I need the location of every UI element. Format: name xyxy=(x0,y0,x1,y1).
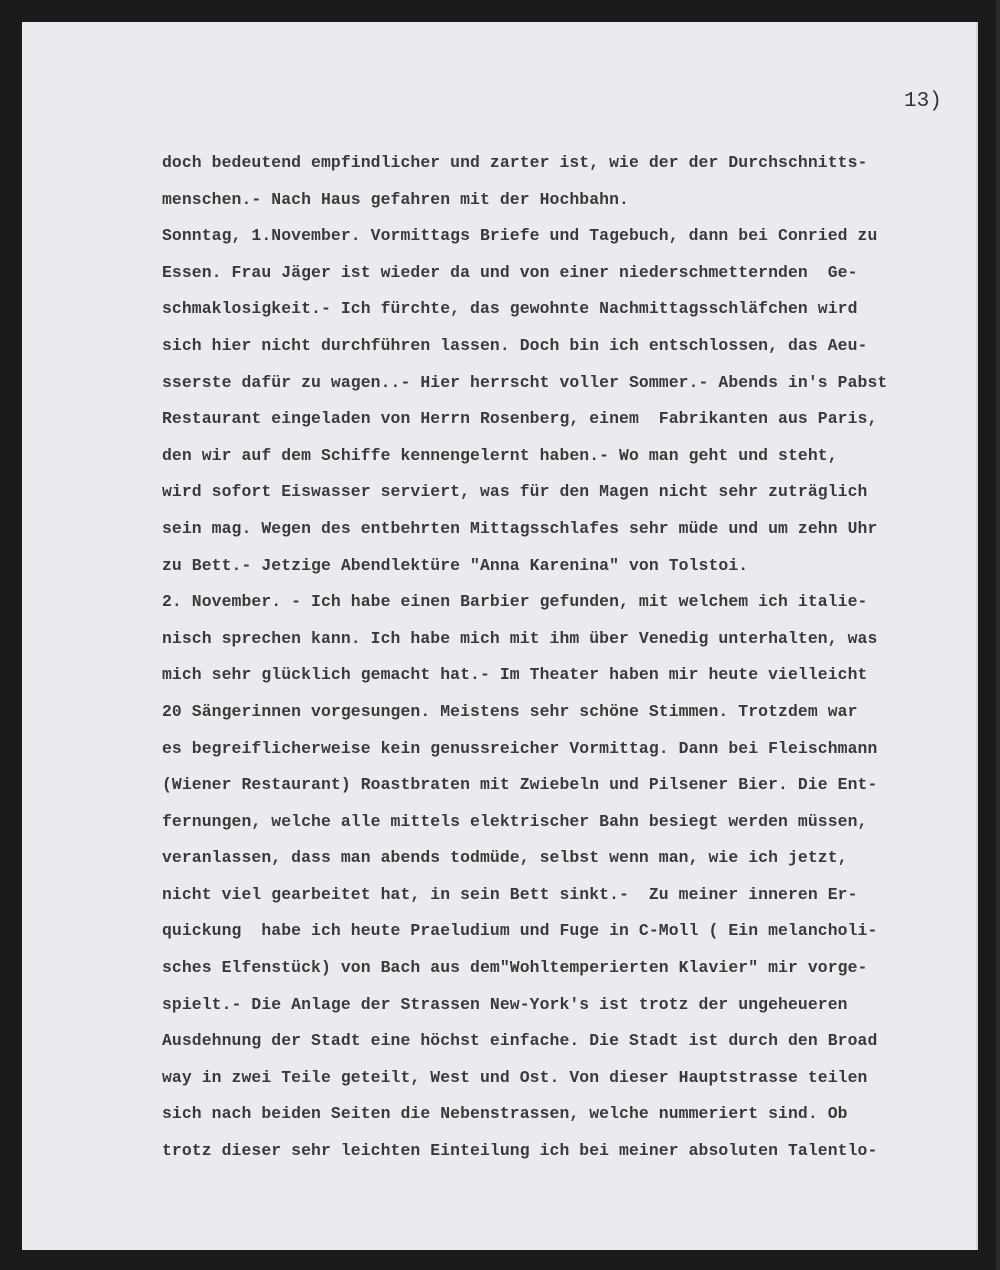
text-line: 20 Sängerinnen vorgesungen. Meistens sehr schöne Stimmen. Trotzdem war xyxy=(162,701,858,721)
text-line: mich sehr glücklich gemacht hat.- Im Theater haben mir heute vielleicht xyxy=(162,665,868,685)
text-line: 2. November. - Ich habe einen Barbier gefunden, mit welchem ich italie- xyxy=(162,592,868,612)
text-line: sich nach beiden Seiten die Nebenstrassen, welche nummeriert sind. Ob xyxy=(162,1104,848,1124)
text-line: nicht viel gearbeitet hat, in sein Bett sinkt.- Zu meiner inneren Er- xyxy=(162,884,858,904)
page-number: 13) xyxy=(904,90,942,113)
text-line: den wir auf dem Schiffe kennengelernt haben.- Wo man geht und steht, xyxy=(162,445,838,465)
text-line: schmaklosigkeit.- Ich fürchte, das gewohnte Nachmittagsschläfchen wird xyxy=(162,299,858,319)
document-page xyxy=(22,22,978,1250)
text-line: (Wiener Restaurant) Roastbraten mit Zwiebeln und Pilsener Bier. Die Ent- xyxy=(162,775,878,795)
text-line: sein mag. Wegen des entbehrten Mittagsschlafes sehr müde und um zehn Uhr xyxy=(162,518,878,538)
text-line: menschen.- Nach Haus gefahren mit der Hochbahn. xyxy=(162,189,629,209)
text-line: Essen. Frau Jäger ist wieder da und von einer niederschmetternden Ge- xyxy=(162,262,858,282)
text-line: Sonntag, 1.November. Vormittags Briefe und Tagebuch, dann bei Conried zu xyxy=(162,226,878,246)
text-line: sches Elfenstück) von Bach aus dem"Wohltemperierten Klavier" mir vorge- xyxy=(162,958,868,978)
text-line: zu Bett.- Jetzige Abendlektüre "Anna Karenina" von Tolstoi. xyxy=(162,555,749,575)
text-line: wird sofort Eiswasser serviert, was für den Magen nicht sehr zuträglich xyxy=(162,482,868,502)
text-line: doch bedeutend empfindlicher und zarter ist, wie der der Durchschnitts- xyxy=(162,153,868,172)
typewritten-text xyxy=(162,145,982,1170)
text-line: fernungen, welche alle mittels elektrischer Bahn besiegt werden müssen, xyxy=(162,811,868,831)
text-line: nisch sprechen kann. Ich habe mich mit ihm über Venedig unterhalten, was xyxy=(162,628,878,648)
text-line: sich hier nicht durchführen lassen. Doch bin ich entschlossen, das Aeu- xyxy=(162,335,868,355)
text-line: trotz dieser sehr leichten Einteilung ich bei meiner absoluten Talentlo- xyxy=(162,1141,878,1161)
text-line: spielt.- Die Anlage der Strassen New-York's ist trotz der ungeheueren xyxy=(162,994,848,1014)
text-line: Ausdehnung der Stadt eine höchst einfache. Die Stadt ist durch den Broad xyxy=(162,1031,878,1051)
text-line: veranlassen, dass man abends todmüde, selbst wenn man, wie ich jetzt, xyxy=(162,848,848,868)
text-line: quickung habe ich heute Praeludium und Fuge in C-Moll ( Ein melancholi- xyxy=(162,921,878,941)
text-line: sserste dafür zu wagen..- Hier herrscht voller Sommer.- Abends in's Pabst xyxy=(162,372,888,392)
text-line: way in zwei Teile geteilt, West und Ost. Von dieser Hauptstrasse teilen xyxy=(162,1067,868,1087)
text-line: es begreiflicherweise kein genussreicher Vormittag. Dann bei Fleischmann xyxy=(162,738,878,758)
text-line: Restaurant eingeladen von Herrn Rosenberg, einem Fabrikanten aus Paris, xyxy=(162,409,878,429)
scan-edge xyxy=(996,0,1000,1270)
